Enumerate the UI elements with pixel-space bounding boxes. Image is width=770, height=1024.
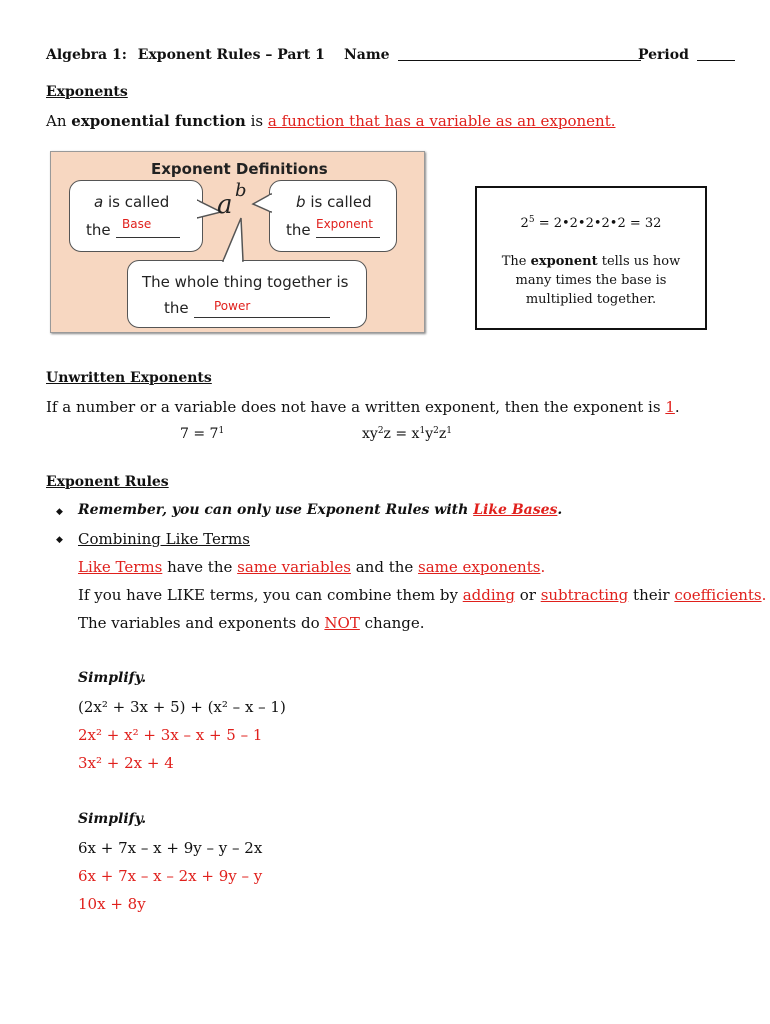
exponent-bubble	[269, 180, 397, 252]
unwritten-example-1: $7 = 7^1$	[180, 426, 225, 442]
exp-var: b	[296, 193, 306, 211]
def-mid: is	[250, 112, 264, 130]
name-field[interactable]	[344, 47, 641, 63]
like-terms-definition: Like Terms have the same variables and the same exponents.	[78, 558, 546, 576]
exponent-bubble-pointer	[251, 190, 273, 216]
example2-step1: 6x + 7x – x – 2x + 9y – y	[78, 867, 263, 885]
exp-answer: Exponent	[316, 217, 373, 231]
def-term: exponential function	[71, 112, 246, 130]
def-prefix: An	[46, 112, 67, 130]
bullet-icon: ◆	[56, 507, 63, 517]
course-label: Algebra 1:	[46, 47, 127, 63]
title-text: Exponent Rules – Part 1	[137, 47, 325, 63]
like-bases-answer: Like Bases	[473, 502, 558, 518]
period-label: Period	[638, 47, 689, 63]
power-bubble	[127, 260, 367, 328]
example2-answer: 10x + 8y	[78, 895, 146, 913]
a-to-the-b-icon: a b	[217, 180, 247, 220]
exp-line1: is called	[310, 193, 372, 211]
example1-step1: 2x² + x² + 3x – x + 5 – 1	[78, 726, 263, 744]
def-answer: a function that has a variable as an exponent.	[267, 112, 616, 130]
bullet-icon: ◆	[56, 535, 63, 545]
power-blank	[194, 317, 330, 318]
combine-rule: If you have LIKE terms, you can combine them by adding or subtracting their coefficients.	[78, 586, 767, 604]
exponent-definitions-box	[50, 151, 425, 333]
base-blank	[116, 237, 180, 238]
power-bubble-pointer	[217, 216, 247, 264]
no-change-rule: The variables and exponents do NOT change.	[78, 614, 425, 632]
definitions-title: Exponent Definitions	[151, 160, 328, 178]
exponential-function-definition	[46, 112, 615, 130]
exp-blank	[316, 237, 380, 238]
exponent-explanation-line3: multiplied together.	[525, 292, 657, 307]
name-blank[interactable]	[398, 60, 641, 61]
period-blank[interactable]	[697, 60, 735, 61]
example1-problem: (2x² + 3x + 5) + (x² – x – 1)	[78, 698, 286, 716]
base-the: the	[86, 221, 111, 239]
base-bubble	[69, 180, 203, 252]
power-line1: The whole thing together is	[142, 273, 349, 291]
base-answer: Base	[122, 217, 152, 231]
base-line1: is called	[107, 193, 170, 211]
example2-problem: 6x + 7x – x + 9y – y – 2x	[78, 839, 263, 857]
power-expansion: $2^5$ = 2•2•2•2•2 = 32	[520, 215, 662, 231]
name-label: Name	[344, 47, 390, 63]
period-field[interactable]	[638, 47, 735, 63]
worksheet-title	[46, 47, 325, 63]
exponents-heading: Exponents	[46, 84, 128, 100]
power-the: the	[164, 299, 189, 317]
exponent-rules-heading: Exponent Rules	[46, 474, 169, 490]
base-var: a	[94, 193, 104, 211]
exponent-explanation-line1: The exponent tells us how	[501, 254, 681, 269]
exp-the: the	[286, 221, 311, 239]
unwritten-heading: Unwritten Exponents	[46, 370, 212, 386]
exponent-explanation-line2: many times the base is	[515, 273, 667, 288]
example2-label: Simplify.	[78, 811, 147, 827]
combining-like-terms-heading: Combining Like Terms	[78, 530, 250, 548]
example1-label: Simplify.	[78, 670, 147, 686]
exponent-example-box	[475, 186, 707, 330]
like-bases-reminder: Remember, you can only use Exponent Rules with Like Bases.	[78, 502, 563, 518]
power-answer: Power	[214, 299, 251, 313]
unwritten-example-2: $xy^2z = x^1y^2z^1$	[362, 426, 452, 442]
unwritten-rule: If a number or a variable does not have a written exponent, then the exponent is 1.	[46, 398, 680, 416]
example1-answer: 3x² + 2x + 4	[78, 754, 174, 772]
unwritten-answer: 1	[665, 398, 675, 416]
